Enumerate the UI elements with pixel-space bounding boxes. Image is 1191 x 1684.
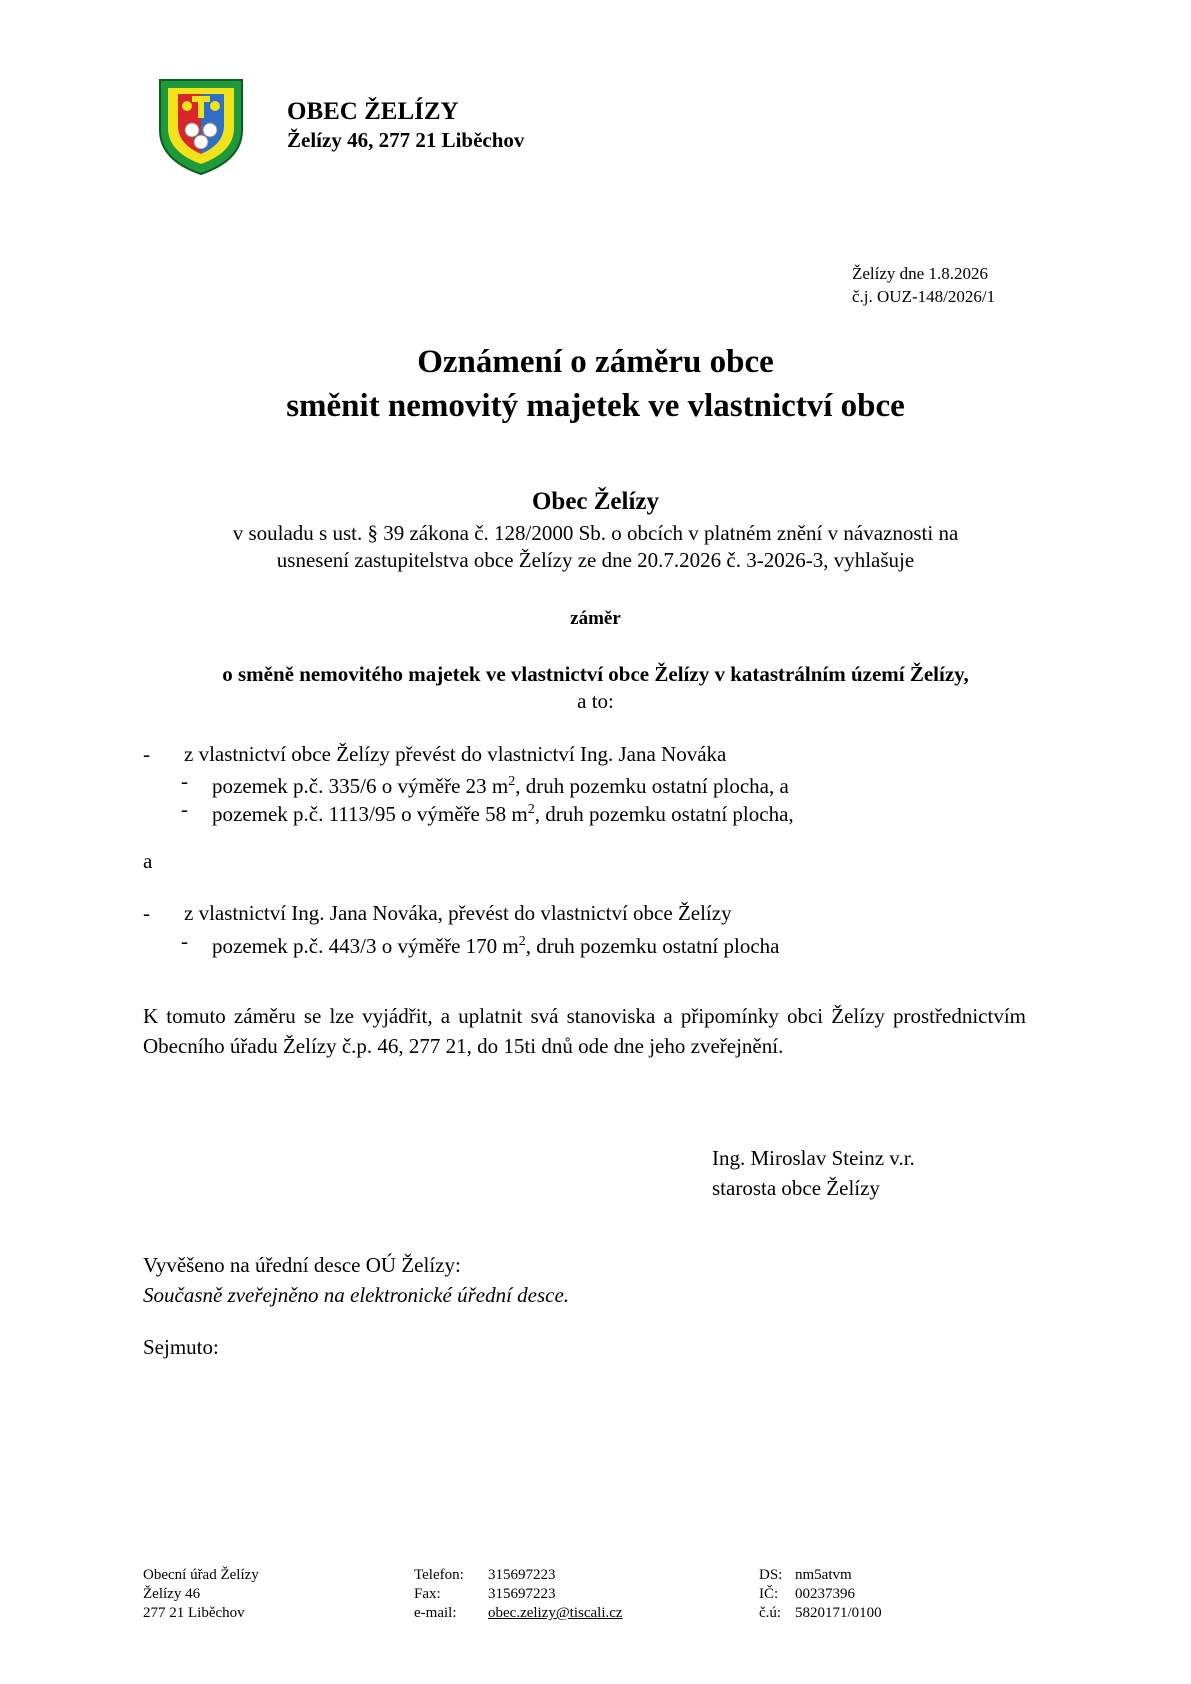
- footer-account: 5820171/0100: [795, 1605, 882, 1621]
- footer-phone-label: Telefon:: [414, 1567, 464, 1583]
- footer-ic-label: IČ:: [759, 1586, 779, 1602]
- title-line-2: směnit nemovitý majetek ve vlastnictví obce: [286, 388, 905, 424]
- posting-block: [143, 1250, 569, 1362]
- superscript: 2: [518, 934, 526, 949]
- footer-office: [143, 1566, 259, 1623]
- parcel-text: pozemek p.č. 1113/95 o výměře 58 m: [212, 802, 528, 826]
- footer-ic: 00237396: [795, 1586, 855, 1602]
- document-date: Želízy dne 1.8.2026: [852, 264, 988, 283]
- exchange-line-2: a to:: [577, 689, 614, 713]
- removed-label: Sejmuto:: [143, 1335, 219, 1359]
- subject-heading: Obec Želízy: [531, 488, 660, 515]
- parcel-text: pozemek p.č. 335/6 o výměře 23 m: [212, 774, 509, 798]
- signature-block: [712, 1143, 915, 1203]
- list-item-1-parcel-2: [212, 796, 794, 828]
- footer-fax-label: Fax:: [414, 1586, 441, 1602]
- footer-office-line: 277 21 Liběchov: [143, 1605, 245, 1621]
- list-item-2: z vlastnictví Ing. Jana Nováka, převést do vlastnictví obce Želízy: [184, 901, 732, 925]
- posted-label: Vyvěšeno na úřední desce OÚ Želízy:: [143, 1253, 461, 1277]
- sublist-dash: -: [181, 797, 188, 821]
- signatory-role: starosta obce Želízy: [712, 1176, 880, 1200]
- footer-fax: 315697223: [488, 1586, 556, 1602]
- exchange-heading: [0, 661, 1191, 715]
- footer-account-label: č.ú:: [759, 1605, 782, 1621]
- footer-phone: 315697223: [488, 1567, 556, 1583]
- exchange-line-1: o směně nemovitého majetek ve vlastnictví obce Želízy v katastrálním území Želízy,: [222, 662, 969, 686]
- sublist-dash: -: [181, 769, 188, 793]
- superscript: 2: [527, 802, 535, 817]
- reference-number: č.j. OUZ-148/2026/1: [852, 287, 996, 306]
- signatory-name: Ing. Miroslav Steinz v.r.: [712, 1146, 915, 1170]
- document-title: [0, 340, 1191, 428]
- footer-email-label: e-mail:: [414, 1605, 457, 1621]
- footer-office-line: Želízy 46: [143, 1586, 201, 1602]
- municipality-name: OBEC ŽELÍZY: [287, 98, 459, 125]
- list-item-1: z vlastnictví obce Želízy převést do vlastnictví Ing. Jana Nováka: [184, 742, 727, 766]
- list-dash: -: [143, 742, 150, 766]
- parcel-text-rest: , druh pozemku ostatní plocha,: [534, 802, 794, 826]
- intro-line-1: v souladu s ust. § 39 zákona č. 128/2000 Sb. o obcích v platném znění v návaznosti na: [232, 521, 959, 545]
- footer-id-labels: [759, 1566, 782, 1623]
- intro-line-2: usnesení zastupitelstva obce Želízy ze dne 20.7.2026 č. 3-2026-3, vyhlašuje: [276, 548, 915, 572]
- footer-contact-values: [488, 1566, 623, 1623]
- conjunction-and: a: [143, 849, 153, 873]
- list-dash: -: [143, 901, 150, 925]
- list-item-2-parcel-1: [212, 928, 779, 960]
- footer-ds-label: DS:: [759, 1567, 783, 1583]
- electronic-posting-note: Současně zveřejněno na elektronické úřední desce.: [143, 1283, 570, 1307]
- footer-office-line: Obecní úřad Želízy: [143, 1567, 259, 1583]
- parcel-text: pozemek p.č. 443/3 o výměře 170 m: [212, 934, 519, 958]
- superscript: 2: [508, 774, 516, 789]
- footer-id-values: [795, 1566, 882, 1623]
- intro-text: [0, 520, 1191, 574]
- municipal-crest-logo: [158, 78, 244, 176]
- parcel-text-rest: , druh pozemku ostatní plocha: [525, 934, 780, 958]
- comment-paragraph: K tomuto záměru se lze vyjádřit, a uplatnit svá stanoviska a připomínky obci Želízy prostřednictvím Obecního úřadu Želízy č.p. 46, 277 21, do 15ti dnů ode dne jeho zveřejnění.: [143, 1004, 1026, 1058]
- footer-ds: nm5atvm: [795, 1567, 852, 1583]
- intent-heading: záměr: [570, 608, 621, 629]
- footer-email-link[interactable]: obec.zelizy@tiscali.cz: [488, 1605, 623, 1621]
- title-line-1: Oznámení o záměru obce: [417, 344, 774, 380]
- footer-contact-labels: [414, 1566, 464, 1623]
- date-block: [852, 262, 995, 308]
- parcel-text-rest: , druh pozemku ostatní plocha, a: [515, 774, 789, 798]
- municipality-address: Želízy 46, 277 21 Liběchov: [287, 128, 525, 152]
- sublist-dash: -: [181, 929, 188, 953]
